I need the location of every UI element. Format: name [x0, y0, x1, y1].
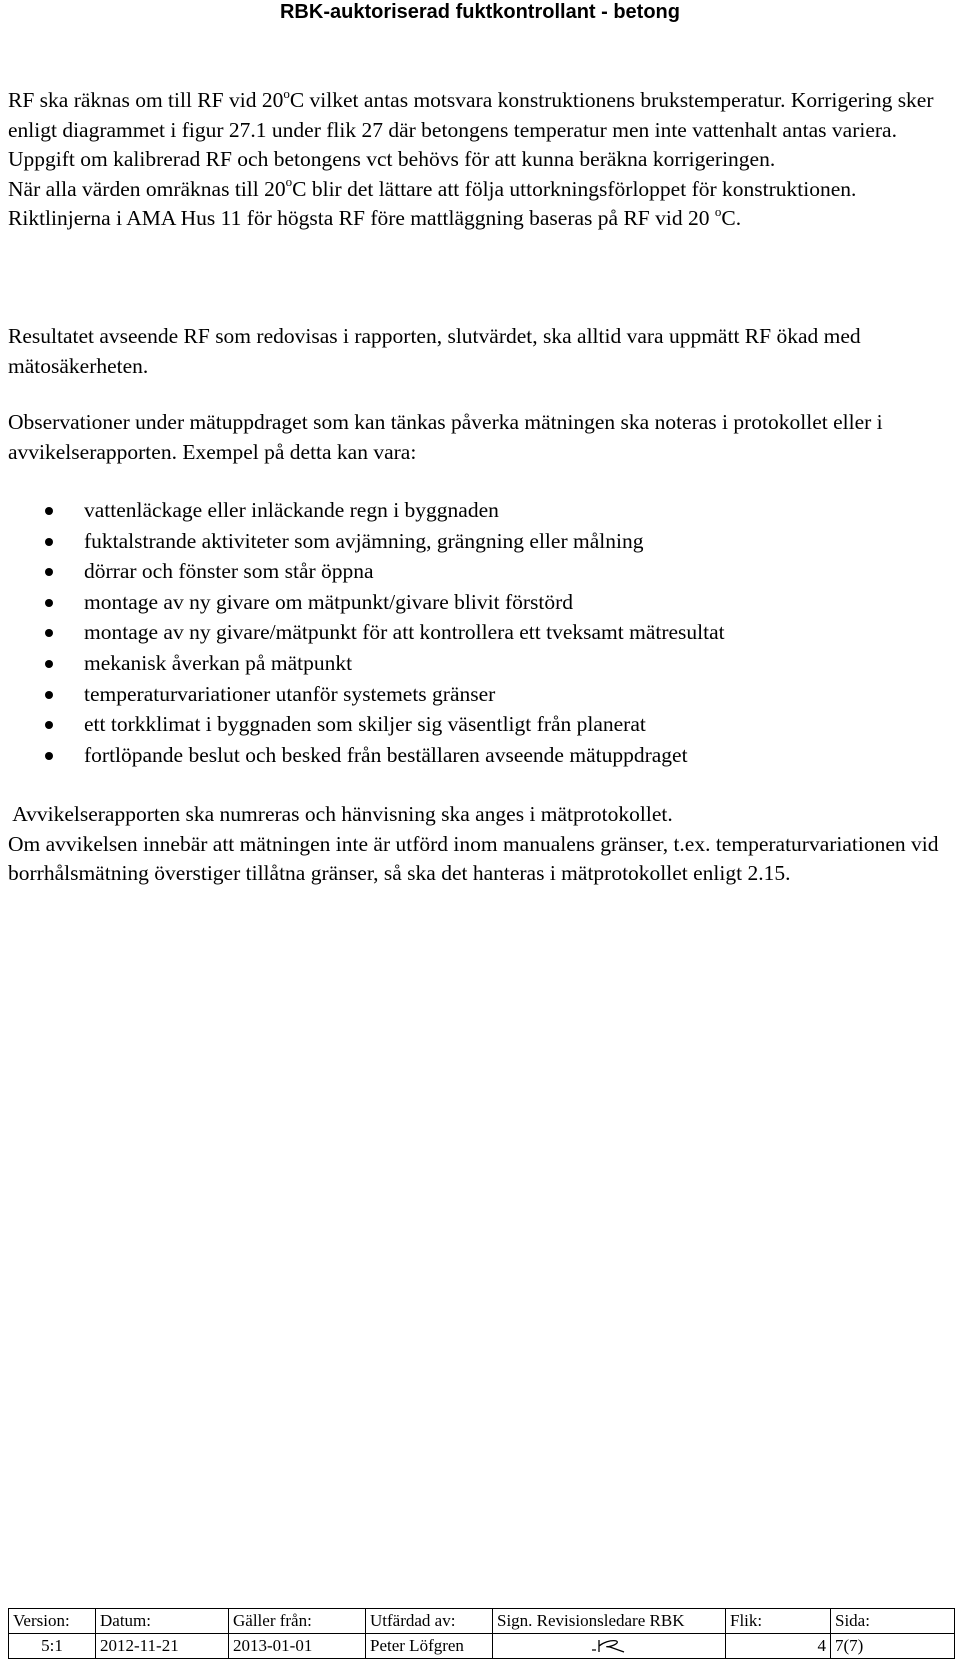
document-footer-table — [8, 1608, 955, 1659]
list-item-text: vattenläckage eller inläckande regn i byggnaden — [84, 498, 499, 522]
footer-label-flik: Flik: — [726, 1609, 831, 1634]
text-segment: C. — [721, 206, 742, 230]
footer-value-version: 5:1 — [9, 1634, 96, 1659]
text-segment: Om avvikelsen innebär att mätningen inte är utförd inom manualens gränser, t.ex. temperaturvariationen vid borrhålsmätning överstiger tillåtna gränser, så ska det hanteras i mätprotokollet enligt 2.15. — [8, 831, 939, 885]
footer-label-version: Version: — [9, 1609, 96, 1634]
footer-label-sida: Sida: — [831, 1609, 955, 1634]
footer-value-flik: 4 — [726, 1634, 831, 1659]
list-item — [0, 495, 725, 526]
list-item — [0, 556, 725, 587]
list-item — [0, 679, 725, 710]
list-item-text: ett torkklimat i byggnaden som skiljer sig väsentligt från planerat — [84, 712, 646, 737]
list-item-text: fortlöpande beslut och besked från beställaren avseende mätuppdraget — [84, 742, 688, 767]
list-item — [0, 740, 725, 771]
document-header-title: RBK-auktoriserad fuktkontrollant - betong — [279, 1, 680, 23]
list-item — [0, 587, 725, 618]
footer-label-row — [9, 1609, 955, 1634]
observation-list — [0, 495, 725, 770]
bullet-icon — [45, 752, 53, 760]
list-item-text: montage av ny givare/mätpunkt för att kontrollera ett tveksamt mätresultat — [84, 620, 725, 645]
bullet-icon — [45, 538, 53, 546]
paragraph-observations: Observationer under mätuppdraget som kan tänkas påverka mätningen ska noteras i protokollet eller i avvikelserapporten. Exempel på detta kan vara: — [8, 410, 883, 464]
list-item — [0, 617, 725, 648]
bullet-icon — [45, 568, 53, 576]
superscript-degree: o — [285, 174, 293, 190]
footer-value-sida: 7(7) — [831, 1634, 955, 1659]
list-item — [0, 709, 725, 740]
footer-label-datum: Datum: — [96, 1609, 229, 1634]
superscript-degree: o — [283, 85, 290, 101]
footer-value-galler: 2013-01-01 — [229, 1634, 366, 1659]
list-item-text: temperaturvariationer utanför systemets gränser — [84, 681, 496, 706]
paragraph-rf-conversion — [8, 86, 956, 234]
bullet-icon — [45, 721, 53, 729]
list-item — [0, 648, 725, 679]
bullet-icon — [45, 599, 53, 607]
footer-value-datum: 2012-11-21 — [96, 1634, 229, 1659]
footer-label-galler: Gäller från: — [229, 1609, 366, 1634]
list-item-text: dörrar och fönster som står öppna — [84, 559, 374, 584]
superscript-degree: o — [714, 203, 722, 219]
list-item-text: mekanisk åverkan på mätpunkt — [84, 650, 353, 675]
footer-label-sign: Sign. Revisionsledare RBK — [493, 1609, 726, 1634]
text-segment: C vilket antas motsvara konstruktionens brukstemperatur. Korrigering sker enligt diagrammet i figur 27.1 under flik 27 där betongens temperatur men inte vattenhalt antas variera. Uppgift om kalibrerad RF och betongens vct behövs för att kunna beräkna korrigeringen. — [8, 88, 934, 171]
list-item-text: montage av ny givare om mätpunkt/givare blivit förstörd — [84, 589, 574, 614]
signature-initials — [574, 1636, 644, 1656]
bullet-icon — [45, 691, 53, 699]
paragraph-result: Resultatet avseende RF som redovisas i rapporten, slutvärdet, ska alltid vara uppmätt RF ökad med mätosäkerheten. — [8, 324, 861, 378]
paragraph-deviation-report — [8, 800, 956, 889]
bullet-icon — [45, 660, 53, 668]
footer-value-row — [9, 1634, 955, 1659]
footer-value-utfardad: Peter Löfgren — [366, 1634, 493, 1659]
footer-value-sign — [493, 1634, 726, 1659]
list-item — [0, 526, 725, 557]
text-segment: RF ska räknas om till RF vid 20 — [8, 88, 284, 112]
bullet-icon — [45, 507, 53, 515]
text-segment: Avvikelserapporten ska numreras och hänvisning ska anges i mätprotokollet. — [8, 802, 673, 826]
text-segment: C blir det lättare att följa uttorkningsförloppet för konstruktionen. Riktlinjerna i AMA Hus 11 för högsta RF före mattläggning baseras på RF vid 20 — [8, 176, 857, 230]
bullet-icon — [45, 629, 53, 637]
text-segment: När alla värden omräknas till 20 — [8, 176, 286, 201]
list-item-text: fuktalstrande aktiviteter som avjämning, grängning eller målning — [84, 528, 644, 553]
footer-label-utfardad: Utfärdad av: — [366, 1609, 493, 1634]
